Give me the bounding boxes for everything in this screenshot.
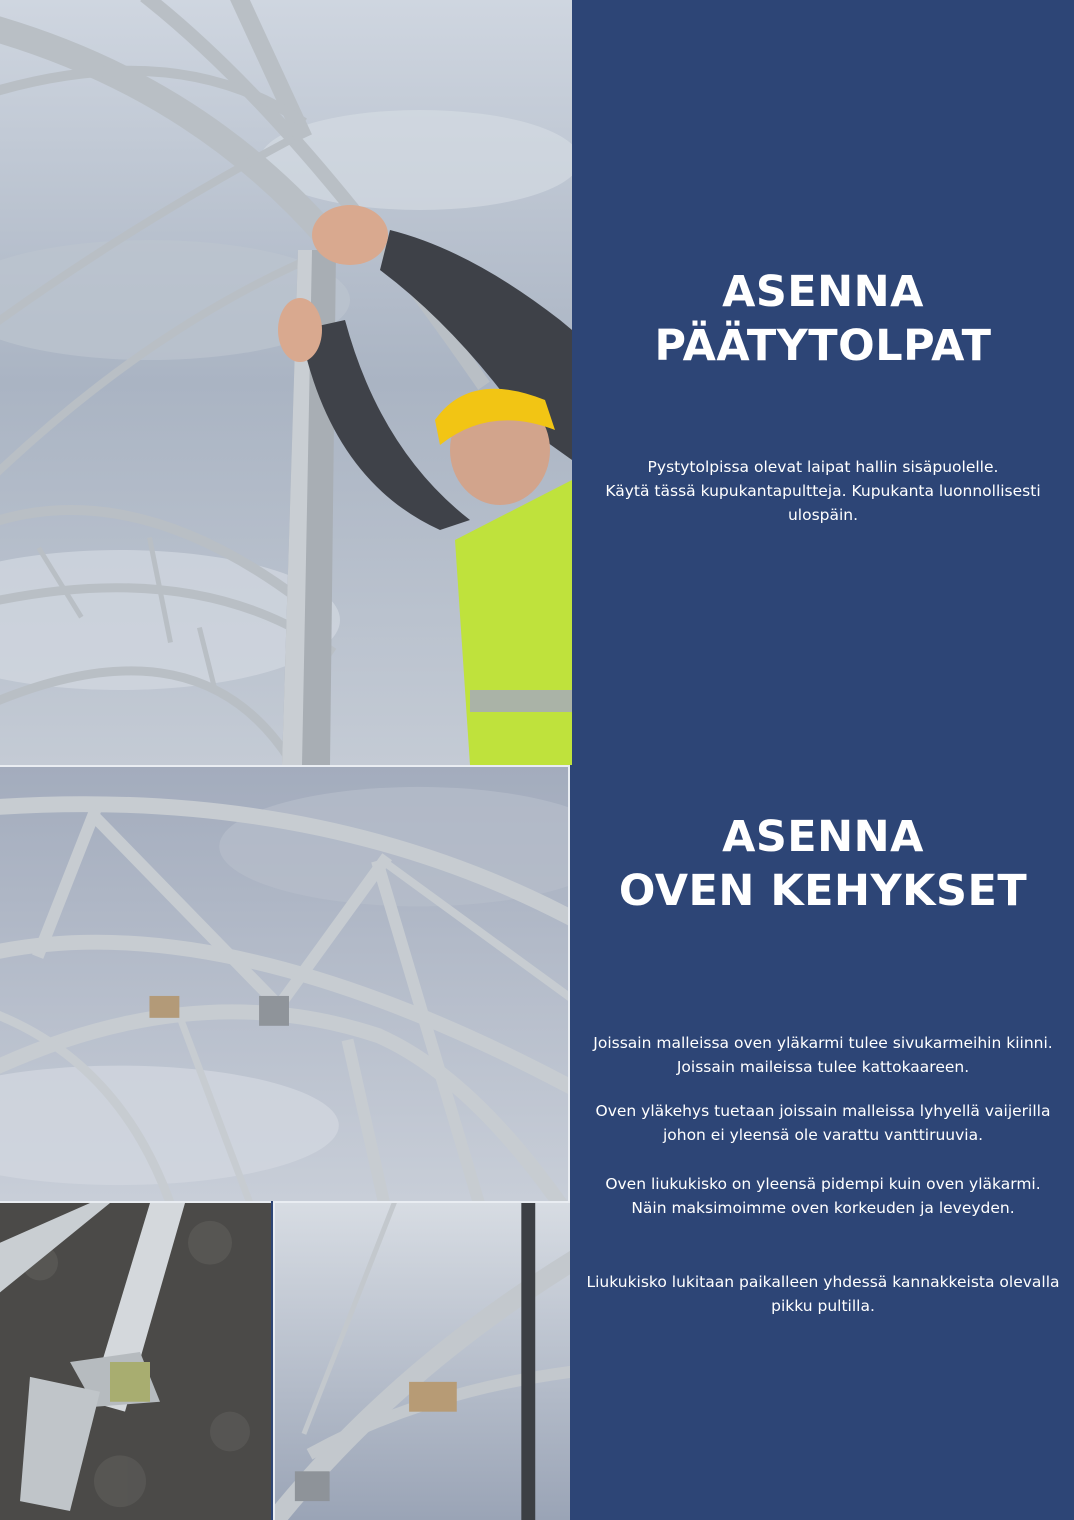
worker-installing-post-photo (0, 0, 572, 765)
section-body-door-frames-2 (572, 1099, 1074, 1147)
arch-frame-photo (0, 765, 570, 1201)
instruction-paragraph: Oven yläkehys tuetaan joissain malleissa lyhyellä vaijerilla johon ei yleensä ole varattu vanttiruuvia. (595, 1102, 1051, 1144)
section-body-door-frames-4 (572, 1270, 1074, 1318)
instruction-paragraph: Liukukisko lukitaan paikalleen yhdessä kannakkeista olevalla pikku pultilla. (586, 1273, 1060, 1315)
section-title-door-frames: ASENNA OVEN KEHYKSET (618, 812, 1028, 916)
section-body-gable-posts (572, 455, 1074, 527)
instruction-paragraph: Oven liukukisko on yleensä pidempi kuin oven yläkarmi. Näin maksimoimme oven korkeuden ja leveyden. (605, 1175, 1041, 1217)
section-title-gable-posts: ASENNA PÄÄTYTOLPAT (654, 267, 992, 371)
door-bracket-photo (273, 1201, 570, 1520)
instructions-panel (572, 0, 1074, 1520)
instruction-paragraph: Joissain malleissa oven yläkarmi tulee sivukarmeihin kiinni. Joissain maileissa tulee kattokaareen. (593, 1034, 1053, 1076)
instruction-paragraph: Pystytolpissa olevat laipat hallin sisäpuolelle. Käytä tässä kupukantapultteja. Kupukanta luonnollisesti ulospäin. (605, 458, 1041, 524)
post-on-ground-photo (0, 1201, 271, 1520)
section-body-door-frames-3 (572, 1172, 1074, 1220)
section-body-door-frames-1 (572, 1031, 1074, 1079)
